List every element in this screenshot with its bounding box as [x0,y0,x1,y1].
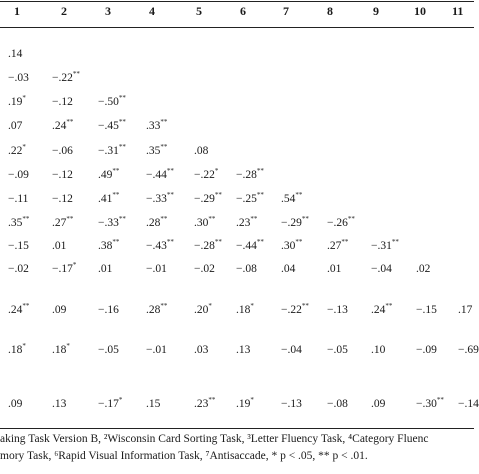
table-cell: −.50** [98,94,126,108]
table-cell: −.29** [194,191,222,205]
table-cell: .04 [281,263,296,275]
table-cell: .19* [8,94,26,108]
column-header: 3 [105,4,111,18]
footnote-line-2: mory Task, ⁶Rapid Visual Information Task, ⁷Antisaccade, * p < .05, ** p < .01. [0,450,368,462]
table-cell: .01 [327,263,342,275]
table-cell: .18* [52,342,70,356]
table-cell: −.69 [458,344,479,356]
table-cell: .24** [52,118,74,132]
table-cell: −.12 [52,193,73,205]
table-cell: −.11 [8,193,29,205]
table-cell: −.15 [8,240,29,252]
column-header: 7 [283,4,289,18]
table-cell: .14 [8,48,23,60]
table-cell: −.31** [98,143,126,157]
table-cell: −.28** [194,238,222,252]
table-cell: −.12 [52,96,73,108]
table-cell: −.33** [146,191,174,205]
table-cell: −.05 [98,344,119,356]
table-cell: −.26** [327,215,355,229]
table-cell: −.04 [371,263,392,275]
table-cell: −.02 [8,263,29,275]
table-cell: −.09 [8,169,29,181]
table-cell: −.13 [281,398,302,410]
table-cell: −.44** [146,167,174,181]
table-cell: .54** [281,191,303,205]
table-cell: .18* [8,342,26,356]
table-cell: .24** [8,302,30,316]
table-cell: −.22* [194,167,219,181]
column-header: 11 [452,4,464,18]
table-cell: .35** [146,143,168,157]
table-cell: −.30** [416,396,444,410]
table-cell: .02 [416,263,431,275]
table-cell: .13 [236,344,251,356]
table-cell: −.33** [98,215,126,229]
table-cell: −.17* [98,396,123,410]
column-header: 6 [240,4,246,18]
table-cell: −.28** [236,167,264,181]
column-header: 5 [196,4,202,18]
table-cell: −.05 [327,344,348,356]
table-cell: .38** [98,238,120,252]
table-cell: .07 [8,120,23,132]
table-cell: .30** [281,238,303,252]
table-cell: .49** [98,167,120,181]
table-cell: .09 [52,304,67,316]
table-cell: .24** [371,302,393,316]
table-cell: −.31** [371,238,399,252]
table-cell: .27** [327,238,349,252]
top-rule [0,1,474,2]
table-cell: −.01 [146,344,167,356]
table-cell: .03 [194,344,209,356]
table-cell: −.13 [327,304,348,316]
table-cell: −.09 [416,344,437,356]
table-cell: .23** [236,215,258,229]
table-cell: −.45** [98,118,126,132]
table-cell: −.22** [281,302,309,316]
table-cell: .01 [52,240,67,252]
table-cell: .20* [194,302,212,316]
bottom-rule [0,428,474,429]
table-cell: .01 [98,263,113,275]
table-cell: .23** [194,396,216,410]
table-cell: .17 [458,304,473,316]
table-cell: .22* [8,143,26,157]
footnote-line-1: aking Task Version B, ²Wisconsin Card Sorting Task, ³Letter Fluency Task, ⁴Category Fluenc [0,433,429,445]
table-cell: .09 [8,398,23,410]
column-header: 9 [373,4,379,18]
table-cell: .27** [52,215,74,229]
table-cell: .35** [8,215,30,229]
table-cell: .19* [236,396,254,410]
table-cell: −.29** [281,215,309,229]
table-cell: .28** [146,215,168,229]
table-cell: .13 [52,398,67,410]
table-cell: −.14 [458,398,479,410]
table-cell: −.22** [52,70,80,84]
table-cell: .33** [146,118,168,132]
table-cell: −.03 [8,72,29,84]
table-cell: −.16 [98,304,119,316]
table-cell: .15 [146,398,161,410]
header-rule [0,27,474,28]
column-header: 10 [414,4,426,18]
column-header: 8 [327,4,333,18]
column-header: 4 [149,4,155,18]
table-cell: −.25** [236,191,264,205]
table-cell: −.01 [146,263,167,275]
table-cell: .28** [146,302,168,316]
table-cell: −.44** [236,238,264,252]
table-cell: −.43** [146,238,174,252]
table-cell: .10 [371,344,386,356]
table-cell: .30** [194,215,216,229]
table-cell: −.02 [194,263,215,275]
table-cell: −.15 [416,304,437,316]
table-cell: .08 [194,145,209,157]
table-cell: −.04 [281,344,302,356]
column-header: 2 [61,4,67,18]
table-cell: .41** [98,191,120,205]
table-cell: −.12 [52,169,73,181]
table-cell: −.08 [236,263,257,275]
table-cell: .18* [236,302,254,316]
table-cell: .09 [371,398,386,410]
table-cell: −.08 [327,398,348,410]
table-cell: −.17* [52,261,77,275]
column-header: 1 [14,4,20,18]
table-cell: −.06 [52,145,73,157]
